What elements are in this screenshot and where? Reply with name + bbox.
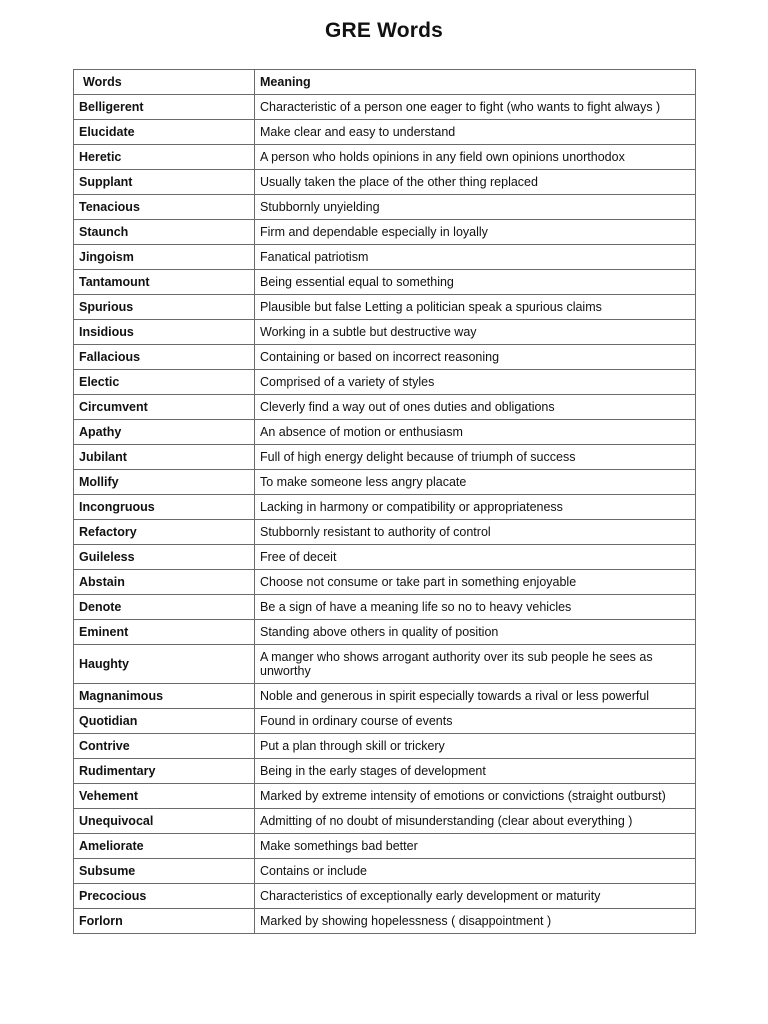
table-row: [74, 909, 696, 934]
meaning-cell: Containing or based on incorrect reasoning: [255, 345, 696, 370]
table-row: [74, 759, 696, 784]
word-cell: Contrive: [74, 734, 255, 759]
meaning-cell: Working in a subtle but destructive way: [255, 320, 696, 345]
meaning-cell: Put a plan through skill or trickery: [255, 734, 696, 759]
word-cell: Subsume: [74, 859, 255, 884]
word-cell: Haughty: [74, 645, 255, 684]
meaning-cell: Standing above others in quality of position: [255, 620, 696, 645]
page-title: GRE Words: [324, 19, 444, 42]
meaning-cell: Found in ordinary course of events: [255, 709, 696, 734]
word-cell: Abstain: [74, 570, 255, 595]
word-cell: Refactory: [74, 520, 255, 545]
meaning-cell: Firm and dependable especially in loyally: [255, 220, 696, 245]
word-cell: Belligerent: [74, 95, 255, 120]
word-cell: Apathy: [74, 420, 255, 445]
table-row: [74, 495, 696, 520]
column-header-meaning: Meaning: [255, 70, 696, 95]
meaning-cell: Choose not consume or take part in something enjoyable: [255, 570, 696, 595]
meaning-cell: An absence of motion or enthusiasm: [255, 420, 696, 445]
table-row: [74, 595, 696, 620]
table-row: [74, 345, 696, 370]
meaning-cell: Cleverly find a way out of ones duties and obligations: [255, 395, 696, 420]
table-row: [74, 709, 696, 734]
meaning-cell: Fanatical patriotism: [255, 245, 696, 270]
meaning-cell: Being essential equal to something: [255, 270, 696, 295]
meaning-cell: Be a sign of have a meaning life so no to heavy vehicles: [255, 595, 696, 620]
table-row: [74, 145, 696, 170]
table-row: [74, 320, 696, 345]
meaning-cell: Full of high energy delight because of triumph of success: [255, 445, 696, 470]
table-row: [74, 220, 696, 245]
word-cell: Jingoism: [74, 245, 255, 270]
table-row: [74, 620, 696, 645]
word-cell: Unequivocal: [74, 809, 255, 834]
table-header-row: [74, 70, 696, 95]
word-cell: Mollify: [74, 470, 255, 495]
meaning-cell: Marked by extreme intensity of emotions or convictions (straight outburst): [255, 784, 696, 809]
meaning-cell: Free of deceit: [255, 545, 696, 570]
table-row: [74, 270, 696, 295]
word-cell: Heretic: [74, 145, 255, 170]
word-cell: Ameliorate: [74, 834, 255, 859]
table-row: [74, 470, 696, 495]
word-cell: Tantamount: [74, 270, 255, 295]
meaning-cell: Characteristic of a person one eager to fight (who wants to fight always ): [255, 95, 696, 120]
table-row: [74, 645, 696, 684]
meaning-cell: Characteristics of exceptionally early development or maturity: [255, 884, 696, 909]
table-row: [74, 370, 696, 395]
meaning-cell: Noble and generous in spirit especially towards a rival or less powerful: [255, 684, 696, 709]
word-cell: Vehement: [74, 784, 255, 809]
table-row: [74, 420, 696, 445]
table-row: [74, 95, 696, 120]
meaning-cell: Lacking in harmony or compatibility or appropriateness: [255, 495, 696, 520]
table-row: [74, 170, 696, 195]
meaning-cell: Stubbornly unyielding: [255, 195, 696, 220]
meaning-cell: Comprised of a variety of styles: [255, 370, 696, 395]
table-row: [74, 120, 696, 145]
gre-words-table: [73, 69, 696, 934]
meaning-cell: Make clear and easy to understand: [255, 120, 696, 145]
word-cell: Eminent: [74, 620, 255, 645]
table-row: [74, 195, 696, 220]
table-row: [74, 809, 696, 834]
word-cell: Elucidate: [74, 120, 255, 145]
word-cell: Forlorn: [74, 909, 255, 934]
word-cell: Incongruous: [74, 495, 255, 520]
table-row: [74, 245, 696, 270]
meaning-cell: Plausible but false Letting a politician speak a spurious claims: [255, 295, 696, 320]
meaning-cell: Stubbornly resistant to authority of control: [255, 520, 696, 545]
meaning-cell: To make someone less angry placate: [255, 470, 696, 495]
meaning-cell: Make somethings bad better: [255, 834, 696, 859]
word-cell: Magnanimous: [74, 684, 255, 709]
word-cell: Insidious: [74, 320, 255, 345]
meaning-cell: Usually taken the place of the other thing replaced: [255, 170, 696, 195]
meaning-cell: A person who holds opinions in any field own opinions unorthodox: [255, 145, 696, 170]
table-row: [74, 684, 696, 709]
table-row: [74, 395, 696, 420]
word-cell: Tenacious: [74, 195, 255, 220]
word-cell: Staunch: [74, 220, 255, 245]
meaning-cell: Marked by showing hopelessness ( disappointment ): [255, 909, 696, 934]
table-row: [74, 784, 696, 809]
word-cell: Electic: [74, 370, 255, 395]
table-body: [74, 95, 696, 934]
word-cell: Precocious: [74, 884, 255, 909]
table-row: [74, 734, 696, 759]
meaning-cell: Contains or include: [255, 859, 696, 884]
meaning-cell: Being in the early stages of development: [255, 759, 696, 784]
meaning-cell: A manger who shows arrogant authority over its sub people he sees as unworthy: [255, 645, 696, 684]
word-cell: Supplant: [74, 170, 255, 195]
word-cell: Spurious: [74, 295, 255, 320]
word-cell: Rudimentary: [74, 759, 255, 784]
table-row: [74, 570, 696, 595]
table-row: [74, 520, 696, 545]
word-cell: Denote: [74, 595, 255, 620]
word-cell: Jubilant: [74, 445, 255, 470]
table-row: [74, 295, 696, 320]
table-row: [74, 445, 696, 470]
word-cell: Fallacious: [74, 345, 255, 370]
word-cell: Guileless: [74, 545, 255, 570]
table-row: [74, 545, 696, 570]
column-header-words: Words: [74, 70, 255, 95]
meaning-cell: Admitting of no doubt of misunderstanding (clear about everything ): [255, 809, 696, 834]
table-row: [74, 834, 696, 859]
table-row: [74, 859, 696, 884]
table-row: [74, 884, 696, 909]
word-cell: Quotidian: [74, 709, 255, 734]
word-cell: Circumvent: [74, 395, 255, 420]
